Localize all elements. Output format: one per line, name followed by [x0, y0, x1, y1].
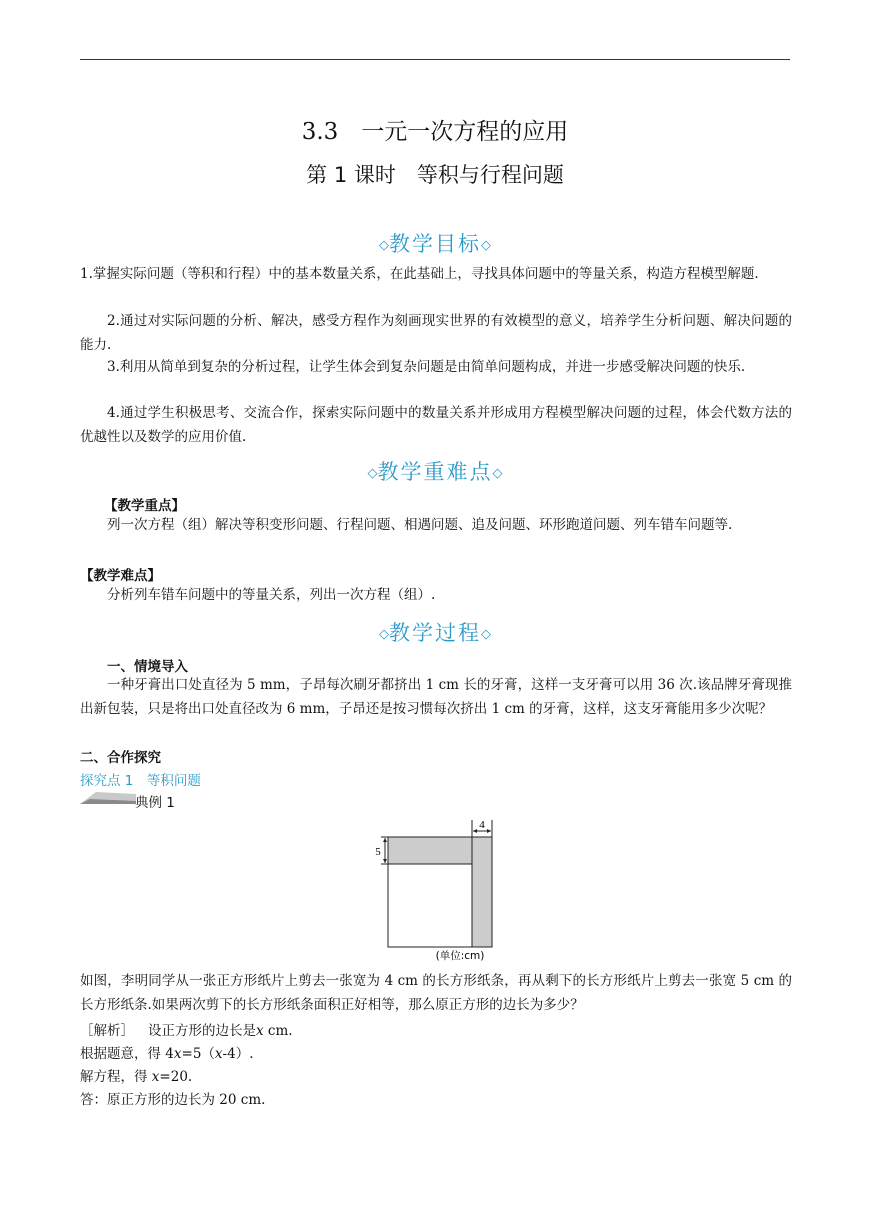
page-title: 3.3 一元一次方程的应用: [301, 119, 569, 145]
analysis-label: ［解析］: [80, 1023, 134, 1039]
section-key-points: ◇教学重难点◇: [367, 460, 503, 484]
focus-text: 列一次方程（组）解决等积变形问题、行程问题、相遇问题、追及问题、环形跑道问题、列车错车问题等.: [107, 517, 733, 533]
lesson-subtitle: 第 1 课时 等积与行程问题: [306, 163, 564, 187]
example-label: 典例 1: [135, 795, 175, 811]
header-rule: [80, 59, 790, 60]
remaining-square: [388, 864, 472, 947]
cut-strip-top: [388, 837, 472, 864]
square-figure: [360, 815, 520, 965]
solution-setup: ［解析］ 设正方形的边长是x cm.: [80, 1023, 293, 1039]
difficulty-label: 【教学难点】: [80, 568, 161, 584]
objective-2: 2.通过对实际问题的分析、解决，感受方程作为刻画现实世界的有效模型的意义，培养学生分析问题、解决问题的能力.: [80, 313, 792, 353]
arrowhead-icon: [473, 829, 477, 833]
diamond-icon: ◇: [367, 466, 378, 481]
problem-text: 如图，李明同学从一张正方形纸片上剪去一张宽为 4 cm 的长方形纸条，再从剩下的长方形纸片上剪去一张宽 5 cm 的长方形纸条.如果两次剪下的长方形纸条面积正好相等，那么原正方形的边长为多少？: [80, 973, 792, 1013]
arrowhead-icon: [487, 829, 491, 833]
solution-equation: 根据题意，得 4x=5（x-4）.: [80, 1046, 254, 1062]
diamond-icon: ◇: [481, 238, 491, 253]
example-tab-icon: [80, 792, 136, 804]
arrowhead-icon: [383, 838, 387, 842]
solution-answer: 答：原正方形的边长为 20 cm.: [80, 1092, 266, 1108]
diamond-icon: ◇: [379, 238, 389, 253]
diamond-icon: ◇: [492, 466, 503, 481]
intro-text: 一种牙膏出口处直径为 5 mm，子昂每次刷牙都挤出 1 cm 长的牙膏，这样一支牙膏可以用 36 次.该品牌牙膏现推出新包装，只是将出口处直径改为 6 mm，子昂还是按习惯每次挤出 1 cm 的牙膏，这样，这支牙膏能用多少次呢？: [80, 677, 792, 717]
explore-point-title: 探究点 1 等积问题: [80, 773, 201, 789]
cut-strip-right: [472, 837, 492, 947]
dim-left-label: 5: [375, 846, 381, 858]
section-process: ◇教学过程◇: [379, 621, 491, 645]
dim-top-label: 4: [479, 819, 485, 831]
step-heading-explore: 二、合作探究: [80, 750, 161, 766]
diamond-icon: ◇: [481, 627, 491, 642]
step-heading-intro: 一、情境导入: [107, 659, 188, 675]
difficulty-text: 分析列车错车问题中的等量关系，列出一次方程（组）.: [107, 587, 436, 603]
objective-1: 1.掌握实际问题（等积和行程）中的基本数量关系，在此基础上，寻找具体问题中的等量关系，构造方程模型解题.: [80, 266, 759, 282]
section-objectives: ◇教学目标◇: [379, 232, 491, 256]
unit-label: (单位:cm): [435, 950, 485, 962]
focus-label: 【教学重点】: [104, 498, 185, 514]
objective-4: 4.通过学生积极思考、交流合作，探索实际问题中的数量关系并形成用方程模型解决问题的过程，体会代数方法的优越性以及数学的应用价值.: [80, 405, 792, 445]
solution-solve: 解方程，得 x=20.: [80, 1069, 193, 1085]
objective-3: 3.利用从简单到复杂的分析过程，让学生体会到复杂问题是由简单问题构成，并进一步感受解决问题的快乐.: [107, 359, 746, 375]
arrowhead-icon: [383, 859, 387, 863]
diamond-icon: ◇: [379, 627, 389, 642]
